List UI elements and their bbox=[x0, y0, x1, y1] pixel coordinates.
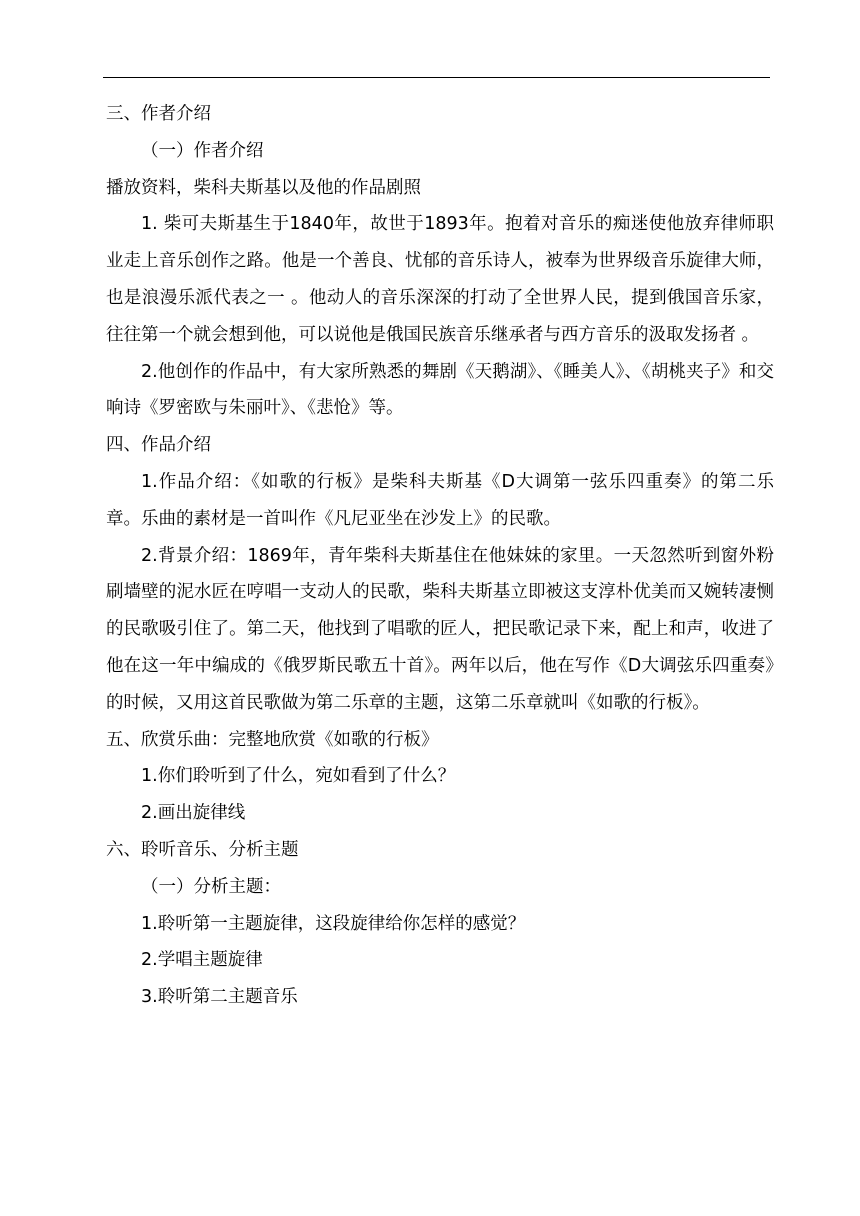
heading-work-intro: 四、作品介绍 bbox=[106, 435, 211, 456]
task-sing-theme: 2.学唱主题旋律 bbox=[141, 950, 263, 971]
heading-listen-analyze: 六、聆听音乐、分析主题 bbox=[106, 839, 299, 860]
task-second-theme: 3.聆听第二主题音乐 bbox=[141, 987, 298, 1008]
play-materials-line: 播放资料，柴科夫斯基以及他的作品剧照 bbox=[106, 177, 421, 198]
question-what-heard: 1.你们聆听到了什么，宛如看到了什么？ bbox=[141, 766, 456, 787]
task-draw-melody-line: 2.画出旋律线 bbox=[141, 803, 246, 824]
paragraph-background: 2.背景介绍：1869年，青年柴科夫斯基住在他妹妹的家里。一天忽然听到窗外粉刷墙壁的泥水匠在哼唱一支动人的民歌，柴科夫斯基立即被这支淳朴优美而又婉转凄恻的民歌吸引住了。第二天，他找到了唱歌的匠人，把民歌记录下来，配上和声，收进了他在这一年中编成的《俄罗斯民歌五十首》。两年以后，他在写作《D大调弦乐四重奏》的时候，又用这首民歌做为第二乐章的主题，这第二乐章就叫《如歌的行板》。 bbox=[106, 545, 774, 713]
subheading-author-intro: （一）作者介绍 bbox=[141, 140, 264, 161]
document-body bbox=[106, 96, 774, 1016]
paragraph-work-intro: 1.作品介绍：《如歌的行板》是柴科夫斯基《D大调第一弦乐四重奏》的第二乐章。乐曲的素材是一首叫作《凡尼亚坐在沙发上》的民歌。 bbox=[106, 471, 774, 529]
heading-appreciation: 五、欣赏乐曲：完整地欣赏《如歌的行板》 bbox=[106, 729, 439, 750]
paragraph-biography: 1. 柴可夫斯基生于1840年，故世于1893年。抱着对音乐的痴迷使他放弃律师职业走上音乐创作之路。他是一个善良、忧郁的音乐诗人，被奉为世界级音乐旋律大师，也是浪漫乐派代表之一 。他动人的音乐深深的打动了全世界人民，提到俄国音乐家，往往第一个就会想到他，可以说他是俄国民族音乐继承者与西方音乐的汲取发扬者 。 bbox=[106, 214, 774, 345]
question-first-theme: 1.聆听第一主题旋律，这段旋律给你怎样的感觉？ bbox=[141, 913, 526, 934]
header-rule bbox=[103, 77, 770, 78]
heading-author-intro: 三、作者介绍 bbox=[106, 104, 211, 124]
subheading-analyze-theme: （一）分析主题： bbox=[141, 876, 281, 897]
paragraph-works: 2.他创作的作品中，有大家所熟悉的舞剧《天鹅湖》、《睡美人》、《胡桃夹子》和交响诗《罗密欧与朱丽叶》、《悲怆》等。 bbox=[106, 361, 774, 419]
